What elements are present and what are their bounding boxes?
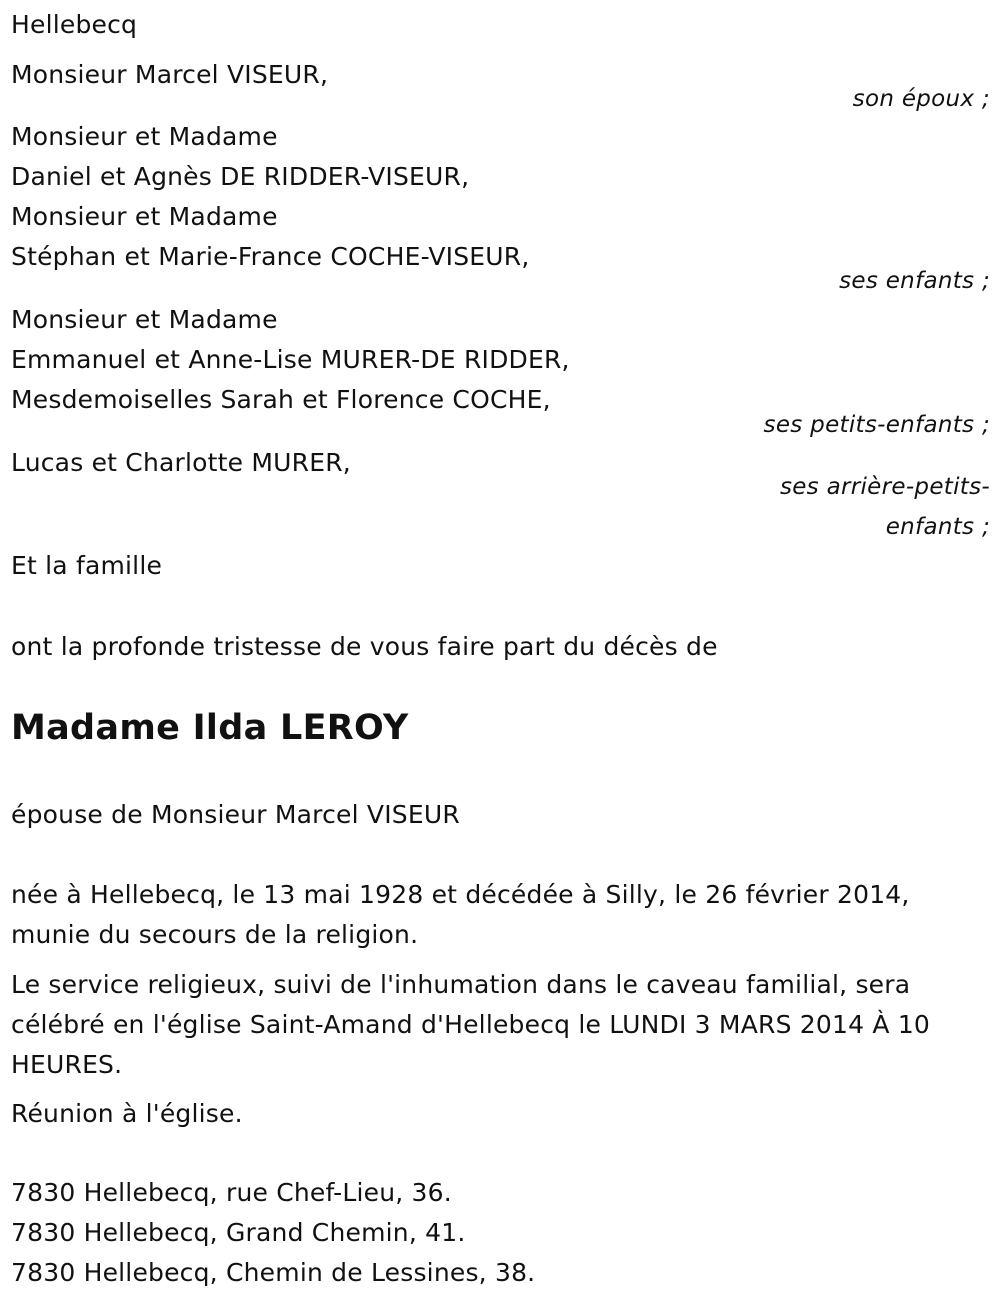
address-line-1: 7830 Hellebecq, rue Chef-Lieu, 36. [11, 1178, 452, 1207]
place-header: Hellebecq [11, 10, 138, 39]
children-role: ses enfants ; [839, 268, 990, 294]
deceased-name: Madame Ilda LEROY [11, 708, 409, 748]
grandchildren-line-3: Mesdemoiselles Sarah et Florence COCHE, [11, 385, 551, 414]
grandchildren-role: ses petits-enfants ; [763, 412, 990, 438]
great-grandchildren-role-2: enfants ; [885, 514, 990, 540]
meeting-line: Réunion à l'église. [11, 1099, 243, 1128]
grandchildren-line-2: Emmanuel et Anne-Lise MURER-DE RIDDER, [11, 345, 570, 374]
address-line-3: 7830 Hellebecq, Chemin de Lessines, 38. [11, 1258, 536, 1287]
great-grandchildren-role-1: ses arrière-petits- [779, 474, 990, 500]
service-line-1: Le service religieux, suivi de l'inhumation dans le caveau familial, sera [11, 970, 911, 999]
announcement-intro: ont la profonde tristesse de vous faire part du décès de [11, 632, 718, 661]
birth-death-line-1: née à Hellebecq, le 13 mai 1928 et décédée à Silly, le 26 février 2014, [11, 880, 910, 909]
service-line-2: célébré en l'église Saint-Amand d'Hellebecq le LUNDI 3 MARS 2014 À 10 [11, 1010, 931, 1039]
grandchildren-line-1: Monsieur et Madame [11, 305, 278, 334]
family-line: Et la famille [11, 551, 163, 580]
children-line-1: Monsieur et Madame [11, 122, 278, 151]
spouse-role: son époux ; [852, 86, 990, 112]
spouse-of-line: épouse de Monsieur Marcel VISEUR [11, 800, 460, 829]
children-line-4: Stéphan et Marie-France COCHE-VISEUR, [11, 242, 530, 271]
address-line-2: 7830 Hellebecq, Grand Chemin, 41. [11, 1218, 466, 1247]
children-line-2: Daniel et Agnès DE RIDDER-VISEUR, [11, 162, 470, 191]
service-line-3: HEURES. [11, 1050, 123, 1079]
children-line-3: Monsieur et Madame [11, 202, 278, 231]
birth-death-line-2: munie du secours de la religion. [11, 920, 419, 949]
spouse-name: Monsieur Marcel VISEUR, [11, 60, 329, 89]
great-grandchildren-line-1: Lucas et Charlotte MURER, [11, 448, 351, 477]
